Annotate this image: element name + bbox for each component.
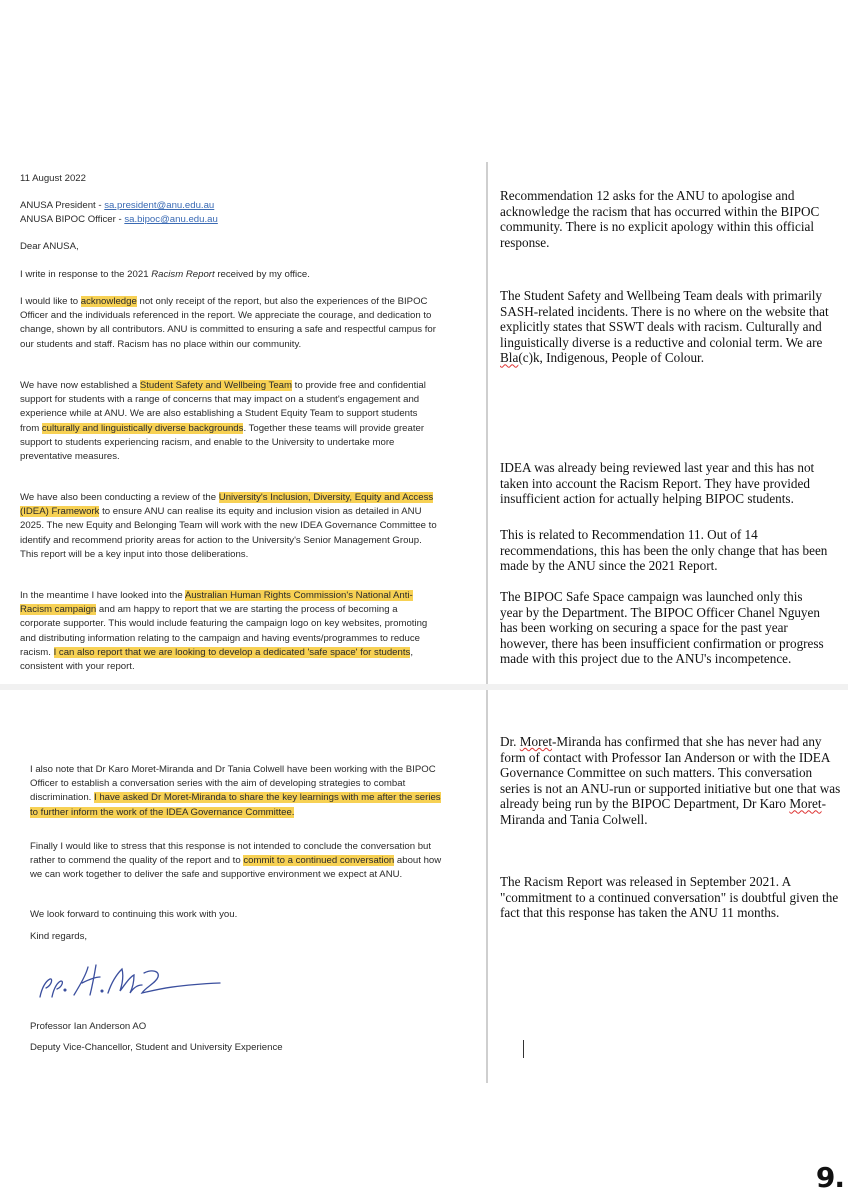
letter-date-block	[20, 172, 440, 186]
highlight: University's Inclusion, Diversity, Equity and Access (IDEA) Framework	[20, 492, 434, 518]
letter-salutation: Dear ANUSA,	[20, 241, 79, 252]
letter-paragraph-4: We have also been conducting a review of the University's Inclusion, Diversity, Equity and Access (IDEA) Framework to ensure ANU can realise its equity and inclusion vision as detailed in ANU 2025. The new Equity and Belonging Team will work with the new IDEA Governance Committee to identify and recommend priority areas for action to the University's Senior Management Group. This report will be a key input into those deliberations.	[20, 492, 437, 560]
comment-7: The Racism Report was released in September 2021. A "commitment to a continued conversation" is doubtful given the fact that this response has taken the ANU 11 months.	[500, 874, 839, 921]
recipient-president: ANUSA President - sa.president@anu.edu.au	[20, 200, 215, 211]
highlight: I have asked Dr Moret-Miranda to share the key learnings with me after the series to further inform the work of the IDEA Governance Committee.	[30, 792, 441, 818]
page-number: 9.	[815, 1161, 844, 1194]
highlight: Australian Human Rights Commission's National Anti-Racism campaign	[20, 590, 413, 616]
highlight: culturally and linguistically diverse backgrounds	[41, 422, 244, 434]
column-divider	[486, 690, 488, 1083]
letter-date: 11 August 2022	[20, 173, 86, 184]
signature	[30, 955, 230, 1010]
letter-paragraph-3: We have now established a Student Safety and Wellbeing Team to provide free and confidential support for students with a range of concerns that may impact on a student's engagement and experience while at ANU. We are also establishing a Student Equity Team to support students from culturally and linguistically diverse backgrounds. Together these teams will provide greater support to students experiencing racism, and enable to the University to undertake more preventative measures.	[20, 380, 426, 463]
comment-2: The Student Safety and Wellbeing Team deals with primarily SASH-related incidents. There is no where on the website that explicitly states that SSWT deals with racism. Culturally and linguistically diverse is a reductive and colonial term. We are Bla(c)k, Indigenous, People of Colour.	[500, 288, 829, 366]
highlight: acknowledge	[80, 296, 137, 307]
highlight: commit to a continued conversation	[243, 855, 395, 867]
letter-paragraph-7: Finally I would like to stress that this response is not intended to conclude the conversation but rather to commend the quality of the report and to commit to a continued conversation about how we can work together to deliver the safe and supportive environment we expect at ANU.	[30, 841, 442, 881]
letter-recipients	[20, 199, 440, 227]
spellcheck-underline: Bla	[500, 350, 519, 366]
recipient-bipoc: ANUSA BIPOC Officer - sa.bipoc@anu.edu.au	[20, 214, 218, 226]
spellcheck-underline: Moret	[789, 796, 822, 812]
bipoc-email-link[interactable]: sa.bipoc@anu.edu.au	[124, 214, 218, 226]
comment-4: This is related to Recommendation 11. Out of 14 recommendations, this has been the only change that has been made by the ANU since the 2021 Report.	[500, 527, 828, 574]
president-email-link[interactable]: sa.president@anu.edu.au	[104, 200, 215, 211]
letter-paragraph-8: We look forward to continuing this work with you.	[30, 909, 238, 920]
letter-paragraph-6: I also note that Dr Karo Moret-Miranda and Dr Tania Colwell have been working with the BIPOC Officer to establish a conversation series with the aim of developing strategies to combat discrimination. I have asked Dr Moret-Miranda to share the key learnings with me after the series to further inform the work of the IDEA Governance Committee.	[30, 764, 441, 818]
comment-5: The BIPOC Safe Space campaign was launched only this year by the Department. The BIPOC Officer Chanel Nguyen has been working on securing a space for the past year however, there has been insufficient confirmation or progress made with this project due to the ANU's incompetence.	[500, 589, 824, 667]
comment-1: Recommendation 12 asks for the ANU to apologise and acknowledge the racism that has occurred within the BIPOC community. There is no explicit apology within this official response.	[500, 188, 820, 250]
column-divider	[486, 162, 488, 684]
text-cursor	[523, 1040, 524, 1058]
signer-name: Professor Ian Anderson AO	[30, 1021, 147, 1032]
letter-closing: Kind regards,	[30, 931, 88, 942]
signer-title: Deputy Vice-Chancellor, Student and University Experience	[30, 1042, 283, 1054]
signer-block	[30, 1020, 450, 1055]
highlight: I can also report that we are looking to develop a dedicated 'safe space' for students	[53, 646, 411, 658]
spellcheck-underline: Moret	[519, 734, 553, 749]
letter-paragraph-1: I write in response to the 2021 Racism Report received by my office.	[20, 269, 310, 280]
comment-6: Dr. Moret-Miranda has confirmed that she has never had any form of contact with Professor Ian Anderson or with the IDEA Governance Committee on such matters. This conversation series is not an ANU-run or supported initiative but one that was already being run by the BIPOC Department, Dr Karo Moret-Miranda and Tania Colwell.	[500, 734, 841, 827]
comment-3: IDEA was already being reviewed last year and this has not taken into account the Racism Report. They have provided insufficient action for actually helping BIPOC students.	[500, 460, 815, 507]
letter-paragraph-5: In the meantime I have looked into the Australian Human Rights Commission's National Anti-Racism campaign and am happy to report that we are starting the process of becoming a corporate supporter. This would include featuring the campaign logo on key websites, promoting and distributing information relating to the campaign and having events/programmes to reduce racism. I can also report that we are looking to develop a dedicated 'safe space' for students, consistent with your report.	[20, 590, 428, 673]
signature-image	[30, 955, 230, 1010]
highlight: Student Safety and Wellbeing Team	[139, 380, 293, 391]
letter-paragraph-2: I would like to acknowledge not only receipt of the report, but also the experiences of the BIPOC Officer and the individuals referenced in the report. We appreciate the courage, and dedication to change, shown by all contributors. ANU is committed to ensuring a safe and respectful campus for our students and staff. Racism has no place within our community.	[20, 296, 436, 350]
